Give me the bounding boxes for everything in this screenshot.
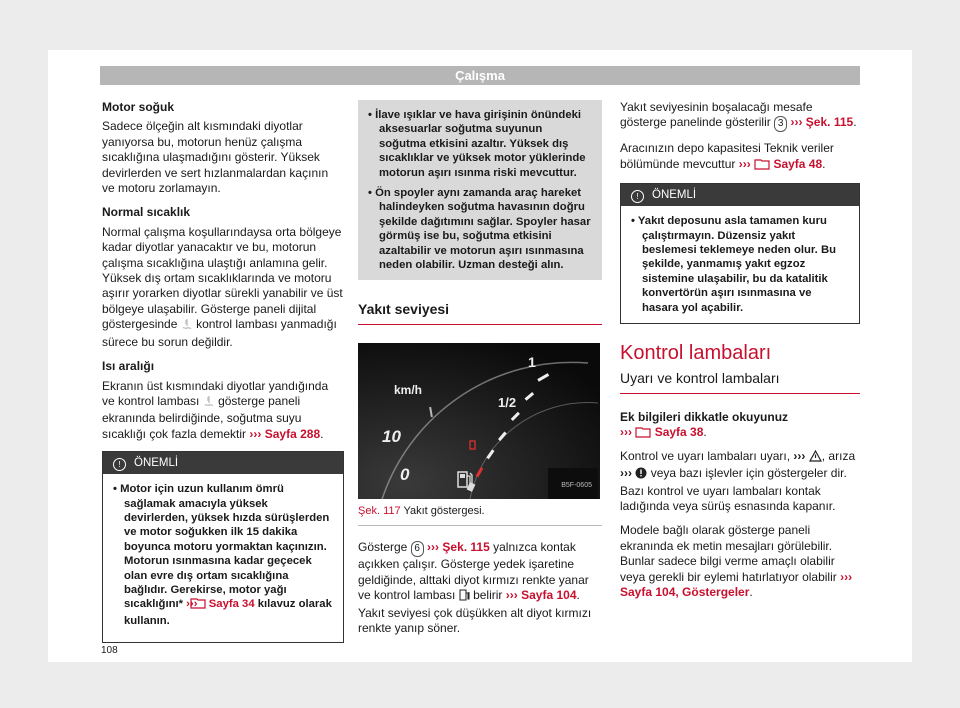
text: . <box>320 426 324 441</box>
arrow: ››› <box>186 598 198 611</box>
info-circle-icon <box>635 467 647 483</box>
arrow: ››› <box>249 426 262 441</box>
paragraph-motor-soguk: Sadece ölçeğin alt kısmındaki diyotlar yanıyorsa bu, motorun henüz çalışma sıcaklığına ulaşmadığını gösterir. Yüksek devirlerden ve sert hızlanmalardan kaçının ve motoru zorlamayın. <box>102 119 329 196</box>
paragraph-normal <box>102 225 344 350</box>
fuel-pump-icon <box>459 589 470 605</box>
heading-isi: Isı aralığı <box>102 359 155 374</box>
gauge-illustration <box>358 343 600 499</box>
heading-motor-soguk: Motor soğuk <box>102 100 174 114</box>
page-link[interactable]: Sayfa 104, Göstergeler <box>620 584 750 599</box>
list-item: • Ön spoyler aynı zamanda araç hareket halindeyken soğutma havasının doğru şekilde dağıtımını sağlar. Spoyler hasar görmüş ise bu, soğutma etkisini azaltabilir ve motorun aşırı ısınmasına neden olabilir. Uzman desteği alın. <box>368 187 591 272</box>
book-icon <box>201 597 206 613</box>
text: kılavuz olarak kullanın. <box>124 598 332 627</box>
page-link[interactable]: Sayfa 288 <box>264 426 321 441</box>
text: Yakıt deposunu asla tamamen kuru çalıştırmayın. Düzensiz yakıt beslemesi teklemeye neden olur. Bu şekilde, yanmamış yakıt egzoz sistemine ulaşabilir, bu da katalitik konvertörün aşırı ısınmasına ve hasara yol açabilir. <box>637 215 837 314</box>
book-icon <box>754 158 770 174</box>
text: Yakıt seviyesinin boşalacağı mesafe gösterge panelinde gösterilir <box>620 100 813 130</box>
list-item: • Motor için uzun kullanım ömrü sağlamak amacıyla yüksek devirlerden, yüksek hızda sürüşlerden ve motor soğukken ilk 15 dakika boyunca motoru yormaktan kaçınızın. Motorun ısınmasına kadar geçecek olan evre dış ortam sıcaklığına bağlıdır. Gerekirse, motor yağı sıcaklığını* ››› Sayfa 34 kılavuz olarak kullanın. <box>113 483 332 627</box>
text: belirir <box>473 588 503 603</box>
text: Kontrol ve uyarı lambaları uyarı, <box>620 448 791 463</box>
heading-normal: Normal sıcaklık <box>102 205 191 220</box>
notice-label: ÖNEMLİ <box>134 457 179 470</box>
text: Motor için uzun kullanım ömrü sağlamak amacıyla yüksek devirlerden, yüksek hızda sürüşlerden ve motor soğukken ilk 15 dakika boyunca motoru yormaktan kaçınızın. Motorun ısınmasına kadar geçecek olan evre dış ortam sıcaklığına bağlıdır. Gerekirse, motor yağı sıcaklığını* <box>120 483 330 611</box>
page-header: Çalışma <box>100 66 860 85</box>
notice-label: ÖNEMLİ <box>652 189 697 202</box>
list-item: • Yakıt deposunu asla tamamen kuru çalıştırmayın. Düzensiz yakıt beslemesi teklemeye neden olur. Bu şekilde, yanmamış yakıt egzoz sistemine ulaşabilir, bu da katalitik konvertörün aşırı ısınmasına ve hasara yol açabilir. <box>631 215 837 314</box>
figure-link[interactable]: Şek. 115 <box>805 115 854 130</box>
text: Ek bilgileri dikkatle okuyunuz <box>620 409 789 424</box>
paragraph-gauge <box>358 540 602 636</box>
arrow: ››› <box>790 115 803 130</box>
gauge-label-full: 1 <box>528 353 536 370</box>
column-3 <box>620 100 860 609</box>
arrow: ››› <box>738 156 751 171</box>
column-1 <box>102 100 344 643</box>
callout-number: 3 <box>774 116 787 132</box>
column-2 <box>358 100 602 645</box>
chapter-title: Kontrol lambaları <box>620 342 772 365</box>
paragraph-lamps <box>620 449 860 515</box>
text: . <box>703 425 707 440</box>
paragraph-isi <box>102 379 344 443</box>
fuel-pump-icon <box>456 469 474 493</box>
tip-box <box>358 100 602 280</box>
paragraph-capacity <box>620 141 860 174</box>
book-icon <box>635 426 651 442</box>
notice-body <box>103 474 343 642</box>
gauge-label-0: 0 <box>400 464 410 484</box>
figure-code: B5F-0605 <box>561 482 592 490</box>
text: yalnızca kontak açıkken çalışır. Gösterge yedek işaretine geldiğinde, alttaki diyot kırmızı renkte yanar ve kontrol lambası <box>358 540 589 603</box>
speed-unit-label: km/h <box>394 382 423 397</box>
gauge-label-half: 1/2 <box>498 394 517 410</box>
callout-number: 6 <box>411 541 424 557</box>
text: Aracınızın depo kapasitesi Teknik veriler bölümünde mevcuttur <box>620 141 834 171</box>
notice-header <box>621 184 859 206</box>
figure-link[interactable]: Şek. 115 <box>442 540 490 555</box>
arrow: ››› <box>793 448 806 463</box>
text: Ekranın üst kısmındaki diyotlar yandığında ve kontrol lambası <box>102 378 329 408</box>
arrow: ››› <box>505 588 518 603</box>
fuel-gauge-figure <box>358 343 600 499</box>
text: İlave ışıklar ve hava girişinin önündeki aksesuarlar soğutma suyunun soğutma etkisini azaltır. Yüksek dış sıcaklıklar ve yüksek motor yüklerinde motorun aşırı ısınma riski mevcuttur. <box>375 109 586 179</box>
arrow: ››› <box>620 425 632 440</box>
notice-box <box>102 451 344 643</box>
notice-box <box>620 183 860 324</box>
text: . Yakıt seviyesi çok düşükken alt diyot kırmızı renkte yanıp söner. <box>358 588 592 635</box>
text: , arıza <box>821 448 856 463</box>
exclamation-icon: ! <box>631 190 644 203</box>
text: kontrol lambası yanmadığı sürece bu sorun değildir. <box>102 317 337 349</box>
page-link[interactable]: Sayfa 48 <box>773 156 823 171</box>
notice-body <box>621 206 859 323</box>
page-number: 108 <box>101 645 118 656</box>
section-subtitle: Uyarı ve kontrol lambaları <box>620 371 860 393</box>
page-link[interactable]: Sayfa 38 <box>654 425 704 440</box>
section-title: Yakıt seviyesi <box>358 302 602 324</box>
notice-header <box>103 452 343 474</box>
coolant-temperature-icon <box>181 318 193 334</box>
text: Gösterge <box>358 540 408 555</box>
paragraph-range <box>620 100 860 132</box>
warning-triangle-icon <box>809 450 822 466</box>
caption-ref: Şek. 117 <box>358 504 401 517</box>
text: . <box>749 584 753 599</box>
paragraph-read <box>620 410 860 443</box>
arrow: ››› <box>427 540 440 555</box>
figure-caption <box>358 504 602 526</box>
caption-text: Yakıt göstergesi. <box>403 504 485 517</box>
text: . <box>822 156 826 171</box>
page-link[interactable]: Sayfa 104 <box>521 588 577 603</box>
coolant-temperature-icon <box>203 395 215 411</box>
arrow: ››› <box>620 466 632 481</box>
text: Modele bağlı olarak gösterge paneli ekranında ek metin mesajları görülebilir. Bunlar sadece bilgi verme amaçlı olabilir veya gerekli bir eylemi hatırlatıyor olabilir <box>620 523 837 584</box>
text: gösterge paneli ekranında belirdiğinde, soğutma suyu sıcaklığı çok fazla demektir <box>102 393 302 441</box>
text: . <box>853 115 857 130</box>
exclamation-icon: ! <box>113 458 126 471</box>
text: Normal çalışma koşullarındaysa orta bölgeye kadar diyotlar yanacaktır ve bu, motorun çalışma sıcaklığına ulaştığı anlamına gelir. Yüksek dış ortam sıcaklıklarında ve motoru aşırır yorarken diyotlar sürekli yanabilir ve üst bölgeye ulaşabilir. Gösterge paneli dijital göstergesinde <box>102 224 343 332</box>
text: veya bazı işlevler için göstergeler dir. Bazı kontrol ve uyarı lambaları kontak ladığında veya sürüş esnasında kapanır. <box>620 466 847 513</box>
gauge-label-10: 10 <box>382 426 401 446</box>
paragraph-messages <box>620 523 860 600</box>
page-link[interactable]: Sayfa 34 <box>208 598 255 611</box>
text: Ön spoyler aynı zamanda araç hareket halindeyken soğutma havasının doğru şekilde dağıtımını sağlar. Spoyler hasar görmüş ise bu, soğutma etkisini azaltabilir ve motorun aşırı ısınmasına neden olabilir. Uzman desteği alın. <box>375 187 591 272</box>
list-item: • İlave ışıklar ve hava girişinin önündeki aksesuarlar soğutma suyunun soğutma etkisini azaltır. Yüksek dış sıcaklıklar ve yüksek motor yüklerinde motorun aşırı ısınma riski mevcuttur. <box>368 109 586 179</box>
arrow: ››› <box>840 569 853 584</box>
